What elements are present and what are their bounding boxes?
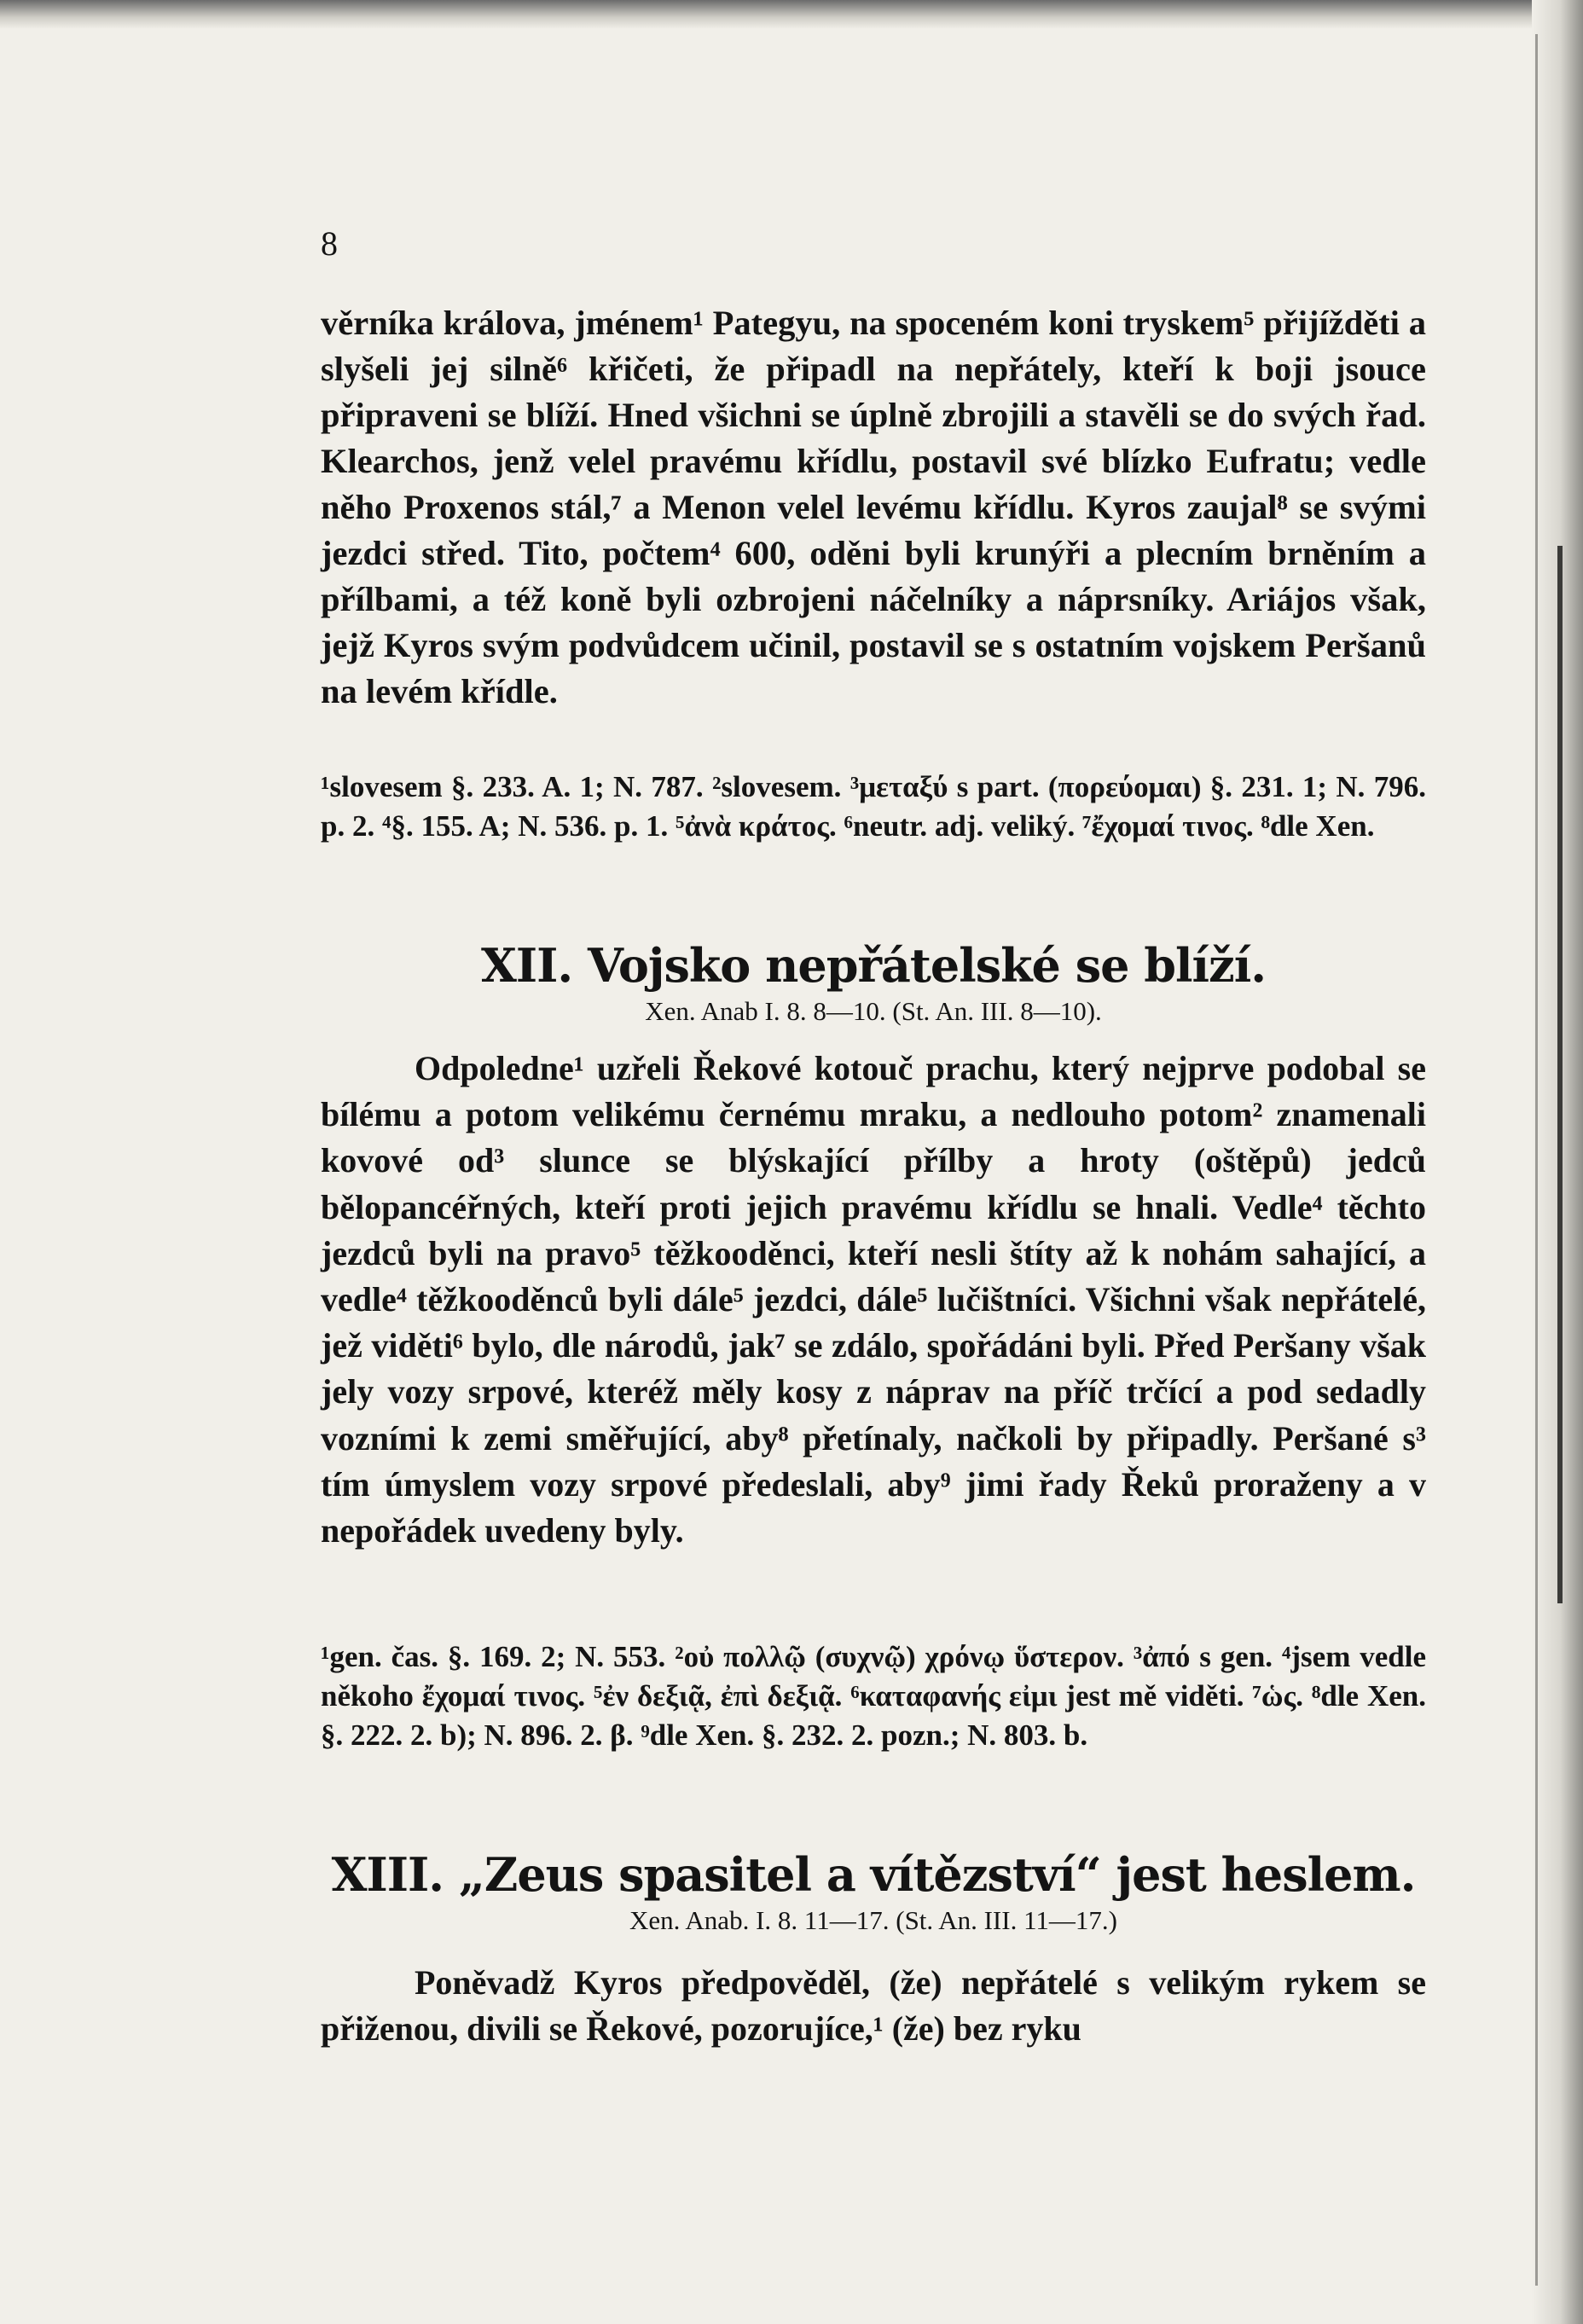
section-xiii-source: Xen. Anab. I. 8. 11—17. (St. An. III. 11—17.): [629, 1905, 1117, 1935]
footnotes-1: [321, 768, 1426, 846]
section-xiii-title: XIII. „Zeus spasitel a vítězství“ jest heslem.: [331, 1847, 1416, 1902]
section-xiii-paragraph: Poněvadž Kyros předpověděl, (že) nepřátelé s velikým rykem se přiženou, divili se Řekové, pozorujíce,¹ (že) bez ryku: [321, 1963, 1426, 2049]
section-xii-paragraph: Odpoledne¹ uzřeli Řekové kotouč prachu, který nejprve podobal se bílému a potom velikému černému mraku, a nedlouho potom² znamenali kovové od³ slunce se blýskající přílby a hroty (oštěpů) jedců bělopancéřných, kteří proti jejich pravému křídlu se hnali. Vedle⁴ těchto jezdců byli na pravo⁵ těžkooděnci, kteří nesli štíty až k nohám sahající, a vedle⁴ těžkooděnců byli dále⁵ jezdci, dále⁵ lučištníci. Všichni však nepřátelé, jež viděti⁶ bylo, dle národů, jak⁷ se zdálo, spořádáni byli. Před Peršany však jely vozy srpové, kteréž měly kosy z náprav na příč trčící a pod sedadly vozními k zemi směřující, aby⁸ přetínaly, načkoli by připadly. Peršané s³ tím úmyslem vozy srpové předeslali, aby⁹ jimi řady Řeků proraženy a v nepořádek uvedeny byly.: [321, 1049, 1426, 1550]
page-number: 8: [321, 224, 338, 263]
page-top-edge: [0, 0, 1583, 29]
footnotes-1-text: ¹slovesem §. 233. A. 1; N. 787. ²slovesem. ³μεταξύ s part. (πορεύομαι) §. 231. 1; N. 796. p. 2. ⁴§. 155. A; N. 536. p. 1. ⁵ἀνὰ κράτος. ⁶neutr. adj. veliký. ⁷ἔχομαί τινος. ⁸dle Xen.: [321, 770, 1426, 843]
section-xii-source: Xen. Anab I. 8. 8—10. (St. An. III. 8—10).: [645, 996, 1102, 1026]
paragraph-1: [321, 300, 1426, 715]
section-xiii-heading: [321, 1847, 1426, 1936]
section-xii-body: [321, 1046, 1426, 1554]
section-xiii-body: [321, 1960, 1426, 2052]
paragraph-1-text: věrníka králova, jménem¹ Pategyu, na spoceném koni tryskem⁵ přijížděti a slyšeli jej silně⁶ křičeti, že připadl na nepřátely, kteří k boji jsouce připraveni se blíží. Hned všichni se úplně zbrojili a stavěli se do svých řad. Klearchos, jenž velel pravému křídlu, postavil své blízko Eufratu; vedle něho Proxenos stál,⁷ a Menon velel levému křídlu. Kyros zaujal⁸ se svými jezdci střed. Tito, počtem⁴ 600, oděni byli krunýři a plecním brněním a přílbami, a též koně byli ozbrojeni náčelníky a náprsníky. Ariájos však, jejž Kyros svým podvůdcem učinil, postavil se s ostatním vojskem Peršanů na levém křídle.: [321, 304, 1426, 710]
binding-shadow: [1557, 546, 1563, 1603]
section-xii-title: XII. Vojsko nepřátelské se blíží.: [480, 938, 1267, 993]
binding-line: [1535, 34, 1538, 2286]
section-xii-footnotes: [321, 1637, 1426, 1755]
section-xii-heading: [321, 938, 1426, 1027]
section-xii-footnotes-text: ¹gen. čas. §. 169. 2; N. 553. ²οὐ πολλῷ (συχνῷ) χρόνῳ ὕστερον. ³ἀπό s gen. ⁴jsem vedle někoho ἔχομαί τινος. ⁵ἐν δεξιᾷ, ἐπὶ δεξιᾷ. ⁶καταφανής εἰμι jest mě viděti. ⁷ὡς. ⁸dle Xen. §. 222. 2. b); N. 896. 2. β. ⁹dle Xen. §. 232. 2. pozn.; N. 803. b.: [321, 1640, 1426, 1752]
